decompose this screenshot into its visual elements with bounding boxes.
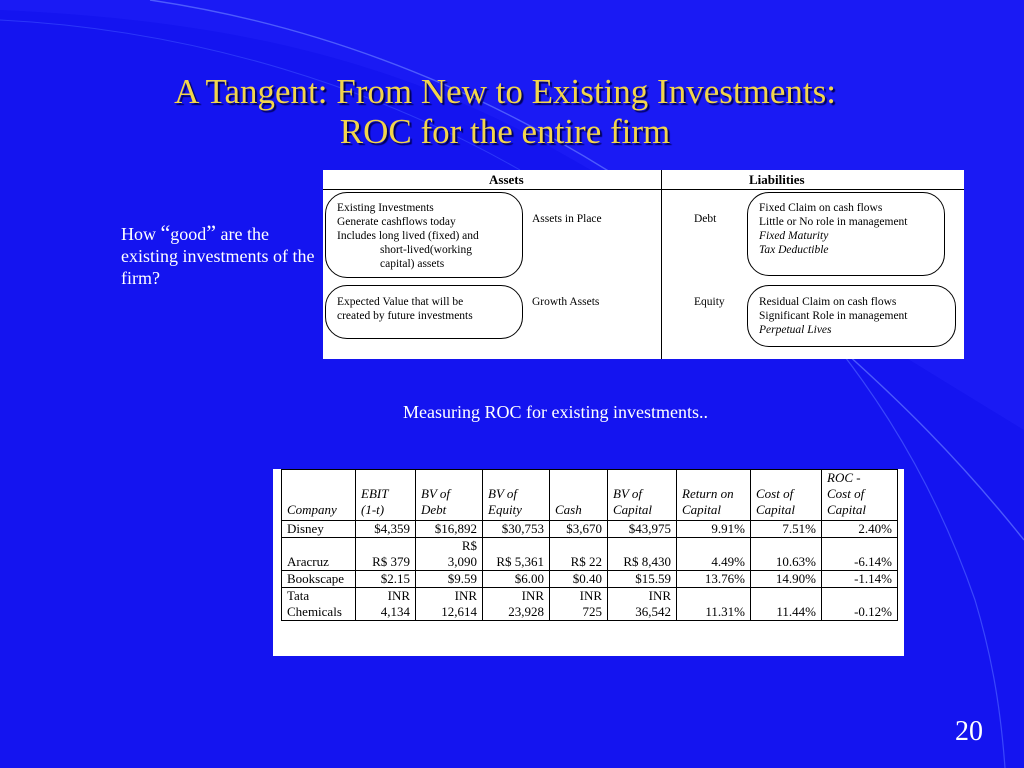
table-row [282,521,898,538]
column-header: Return on Capital [677,470,751,521]
table-cell-ebit: $2.15 [356,571,416,588]
title-line-2: ROC for the entire firm [339,112,671,151]
table-cell-diff: 2.40% [822,521,898,538]
table-cell-ebit: $4,359 [356,521,416,538]
table-cell-roc: 13.76% [677,571,751,588]
balance-sheet-diagram [323,170,964,359]
roc-table [281,469,898,621]
caption: Measuring ROC for existing investments.. [403,402,708,422]
table-header-row [282,470,898,521]
column-header: Company [282,470,356,521]
table-cell-company: Aracruz [282,538,356,571]
table-cell-company: Bookscape [282,571,356,588]
column-header: BV of Capital [608,470,677,521]
growth-assets-label: Growth Assets [532,296,600,308]
table-cell-cash: $0.40 [550,571,608,588]
roc-table-panel [273,469,904,656]
table-cell-company: Tata Chemicals [282,588,356,621]
side-text-pre: How [121,224,161,244]
debt-box-text: Fixed Claim on cash flows Little or No role in management Fixed Maturity Tax Deductible [759,202,908,256]
table-cell-equity: R$ 5,361 [483,538,550,571]
side-text-post: are the existing investments of the firm? [121,224,315,288]
table-cell-roc: 9.91% [677,521,751,538]
table-row [282,538,898,571]
equity-label: Equity [694,296,725,308]
table-cell-equity: $30,753 [483,521,550,538]
debt-label: Debt [694,213,717,225]
table-cell-debt: R$ 3,090 [416,538,483,571]
table-cell-cash: R$ 22 [550,538,608,571]
table-cell-diff: -6.14% [822,538,898,571]
assets-in-place-label: Assets in Place [532,213,602,225]
side-quoted-word: good [170,224,207,244]
table-cell-ebit: INR 4,134 [356,588,416,621]
table-cell-diff: -1.14% [822,571,898,588]
side-open-quote: “ [160,220,171,245]
growth-assets-text: Expected Value that will be created by future investments [337,296,473,322]
table-cell-coc: 7.51% [751,521,822,538]
table-cell-equity: INR 23,928 [483,588,550,621]
table-cell-roc: 11.31% [677,588,751,621]
table-cell-coc: 14.90% [751,571,822,588]
table-cell-company: Disney [282,521,356,538]
center-divider [661,170,662,359]
column-header: BV of Equity [483,470,550,521]
table-cell-roc: 4.49% [677,538,751,571]
table-row [282,588,898,621]
table-cell-diff: -0.12% [822,588,898,621]
table-cell-debt: INR 12,614 [416,588,483,621]
table-cell-debt: $16,892 [416,521,483,538]
table-cell-ebit: R$ 379 [356,538,416,571]
side-close-quote: ” [206,220,217,245]
table-cell-cash: INR 725 [550,588,608,621]
page-number: 20 [955,716,983,747]
table-cell-equity: $6.00 [483,571,550,588]
table-body [282,521,898,621]
column-header: EBIT (1-t) [356,470,416,521]
liabilities-header: Liabilities [749,172,805,187]
table-cell-capital: $43,975 [608,521,677,538]
side-question [121,222,321,289]
column-header: ROC - Cost of Capital [822,470,898,521]
slide-title [0,72,1010,152]
table-cell-debt: $9.59 [416,571,483,588]
table-row [282,571,898,588]
equity-box-text: Residual Claim on cash flows Significant Role in management Perpetual Lives [759,296,908,336]
table-cell-coc: 10.63% [751,538,822,571]
existing-investments-text: Existing Investments Generate cashflows today Includes long lived (fixed) and short-lived(working capital) assets [337,202,479,270]
table-cell-capital: R$ 8,430 [608,538,677,571]
column-header: BV of Debt [416,470,483,521]
table-cell-capital: INR 36,542 [608,588,677,621]
table-cell-cash: $3,670 [550,521,608,538]
title-line-1: A Tangent: From New to Existing Investments: [174,72,836,111]
assets-header: Assets [489,172,524,187]
table-cell-capital: $15.59 [608,571,677,588]
column-header: Cost of Capital [751,470,822,521]
column-header: Cash [550,470,608,521]
header-divider [323,189,964,190]
table-cell-coc: 11.44% [751,588,822,621]
